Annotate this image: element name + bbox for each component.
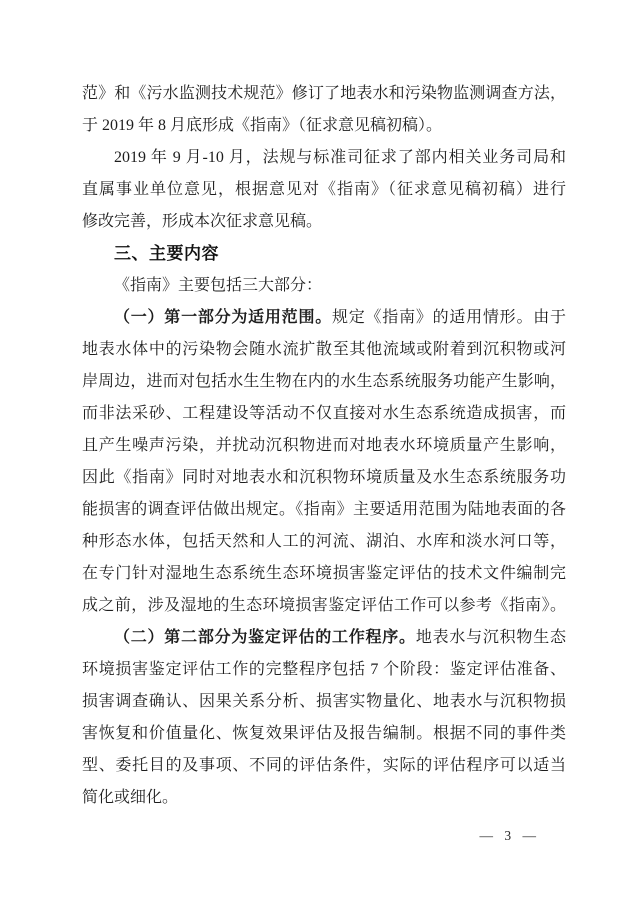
- text-line: 岸周边，进而对包括水生生物在内的水生态系统服务功能产生影响，: [82, 373, 566, 390]
- text-line: 损害调查确认、因果关系分析、损害实物量化、地表水与沉积物损: [82, 693, 566, 710]
- paragraph-section-two: [82, 622, 566, 814]
- text-line: 2019 年 9 月-10 月，法规与标准司征求了部内相关业务司局和: [114, 149, 566, 166]
- text-line: 修改完善，形成本次征求意见稿。: [82, 213, 323, 230]
- paragraph-overview: 《指南》主要包括三大部分：: [114, 277, 323, 294]
- text-line: 地表水体中的污染物会随水流扩散至其他流域或附着到沉积物或河: [82, 341, 566, 358]
- document-body: [82, 78, 566, 814]
- text-line: [82, 302, 566, 334]
- text-line: 能损害的调查评估做出规定。《指南》主要适用范围为陆地表面的各: [82, 501, 566, 518]
- text-line: 简化或细化。: [82, 789, 179, 806]
- text-line: 害恢复和价值量化、恢复效果评估及报告编制。根据不同的事件类: [82, 725, 566, 742]
- text-line: 于 2019 年 8 月底形成《指南》（征求意见稿初稿）。: [82, 117, 443, 134]
- section-one-lead: （一）第一部分为适用范围。: [114, 309, 332, 326]
- section-heading-main-content: 三、主要内容: [114, 244, 219, 263]
- paragraph-intro: [82, 78, 566, 142]
- text-line: 型、委托目的及事项、不同的评估条件，实际的评估程序可以适当: [82, 757, 566, 774]
- text-line: 成之前，涉及湿地的生态环境损害鉴定评估工作可以参考《指南》。: [82, 597, 566, 614]
- text-line: 环境损害鉴定评估工作的完整程序包括 7 个阶段：鉴定评估准备、: [82, 661, 566, 678]
- text-line: 因此《指南》同时对地表水和沉积物环境质量及水生态系统服务功: [82, 469, 566, 486]
- paragraph-section-one: [82, 302, 566, 622]
- section-two-lead-rest: 地表水与沉积物生态: [415, 629, 566, 646]
- text-line: 且产生噪声污染，并扰动沉积物进而对地表水环境质量产生影响，: [82, 437, 566, 454]
- text-line: [82, 622, 566, 654]
- paragraph-feedback: [82, 142, 566, 238]
- text-line: 在专门针对湿地生态系统生态环境损害鉴定评估的技术文件编制完: [82, 565, 566, 582]
- page-number: — 3 —: [479, 828, 540, 843]
- text-line: 而非法采砂、工程建设等活动不仅直接对水生态系统造成损害，而: [82, 405, 566, 422]
- section-two-lead: （二）第二部分为鉴定评估的工作程序。: [114, 629, 416, 646]
- text-line: 种形态水体，包括天然和人工的河流、湖泊、水库和淡水河口等，: [82, 533, 566, 550]
- text-line: 直属事业单位意见，根据意见对《指南》（征求意见稿初稿）进行: [82, 181, 566, 198]
- text-line: 范》和《污水监测技术规范》修订了地表水和污染物监测调查方法，: [82, 85, 566, 102]
- section-one-lead-rest: 规定《指南》的适用情形。由于: [332, 309, 566, 326]
